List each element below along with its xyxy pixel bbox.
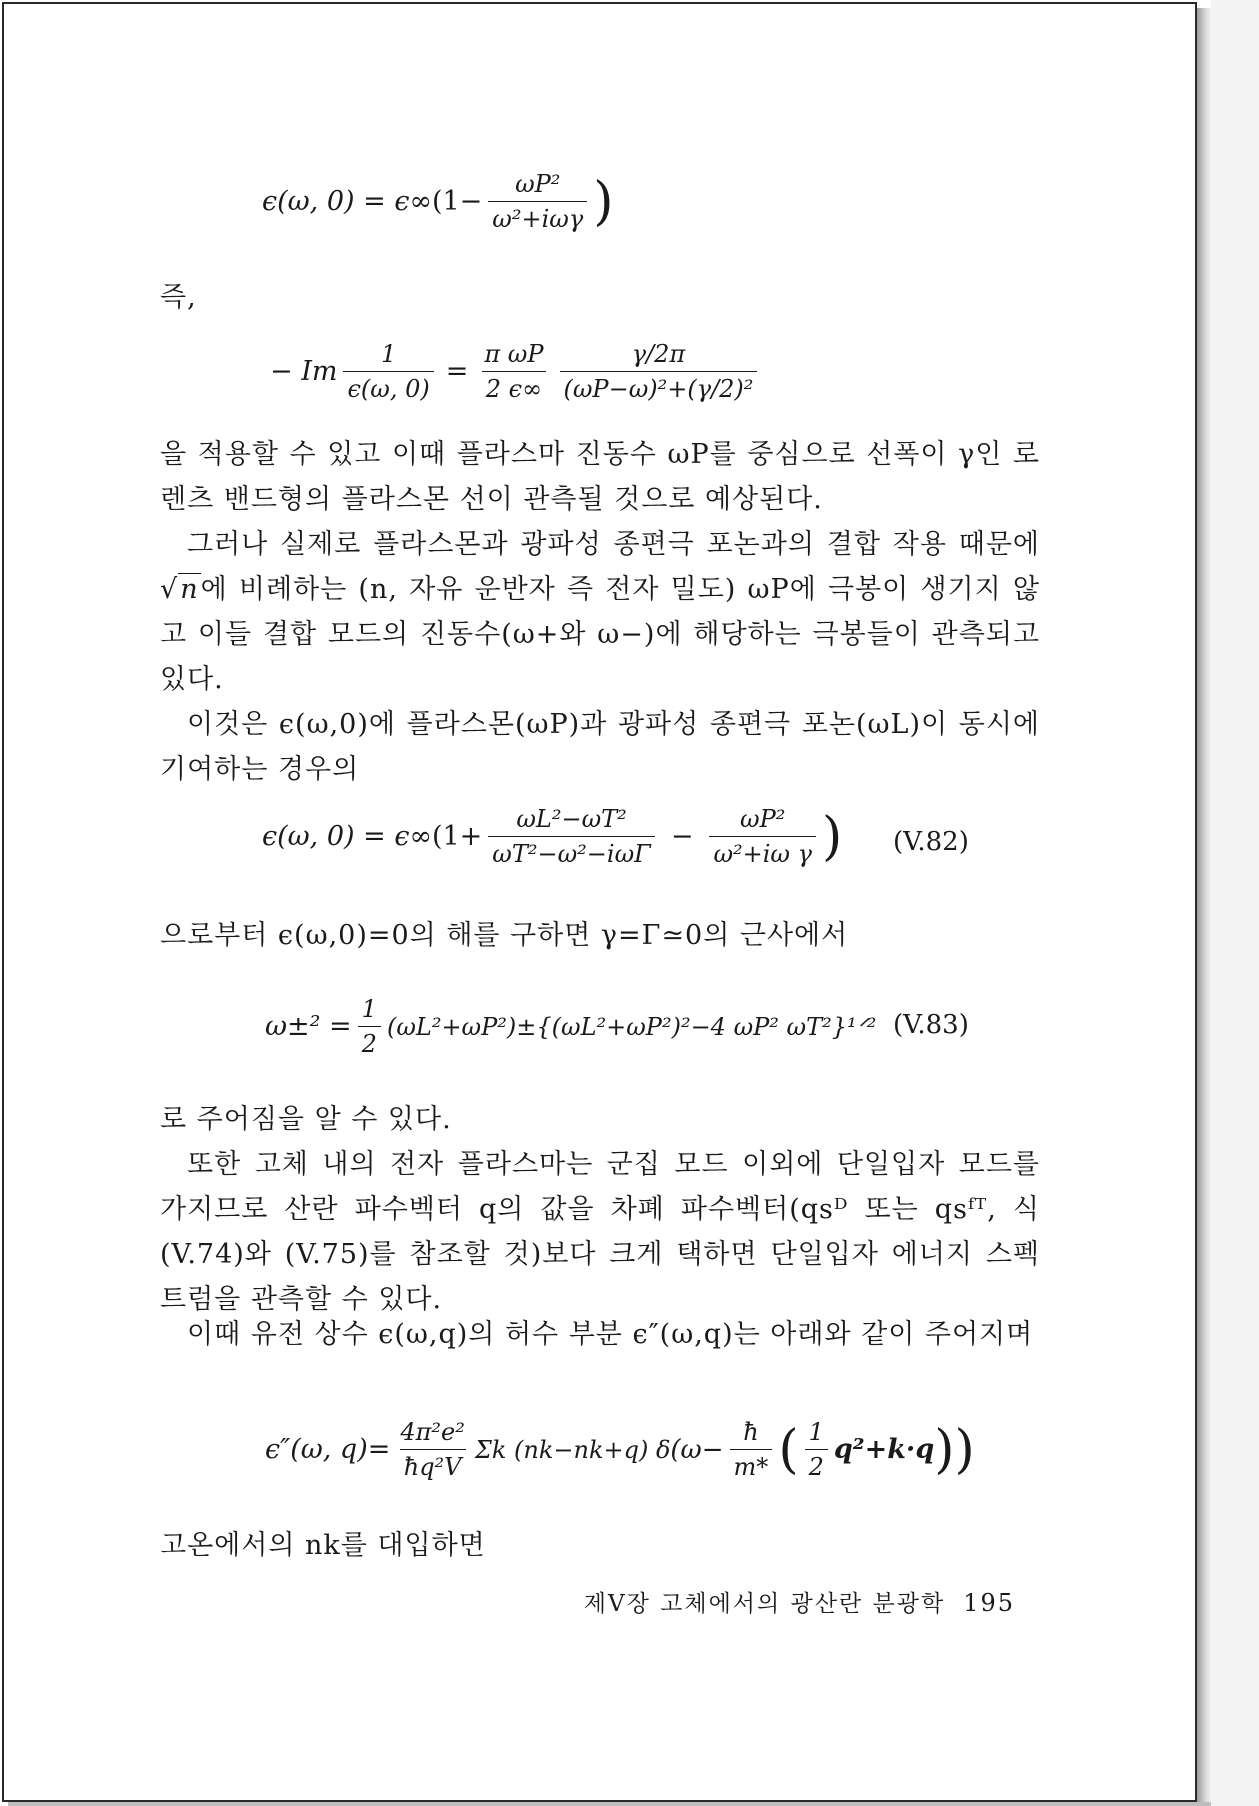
eq4-num: 1 — [361, 995, 377, 1023]
eq5-fraction-2 — [730, 1418, 773, 1481]
paragraph-contribution: 이것은 ϵ(ω,0)에 플라스몬(ωP)과 광파성 종편극 포논(ωL)이 동시에 기여하는 경우의 — [160, 709, 1040, 785]
paragraph-imaginary-part: 이때 유전 상수 ϵ(ω,q)의 허수 부분 ϵ″(ω,q)는 아래와 같이 주어지며 — [187, 1319, 1034, 1350]
sqrt-symbol: √ — [160, 574, 179, 605]
eq2-fraction-1 — [343, 340, 433, 403]
eq2-num3: γ/2π — [631, 340, 686, 368]
eq3-num1: ωL²−ωT² — [516, 805, 627, 833]
eq3-den2: ω²+iω γ — [709, 836, 816, 868]
eq1-close: ) — [593, 171, 614, 232]
eq5-num3: 1 — [808, 1418, 824, 1446]
eq3-lhs: ϵ(ω, 0) = ϵ∞ — [262, 821, 432, 852]
eq5-tail: q²+k·q — [833, 1434, 935, 1465]
page-edge-shadow — [1197, 8, 1211, 1804]
eq3-den1: ωT²−ω²−iωΓ — [488, 836, 655, 868]
equation-loss-function — [270, 340, 763, 403]
eq5-num: 4π²e² — [400, 1418, 465, 1446]
paragraph-high-temperature: 고온에서의 nk를 대입하면 — [160, 1530, 486, 1561]
paragraph-lorentz: 을 적용할 수 있고 이때 플라스마 진동수 ωP를 중심으로 선폭이 γ인 로렌츠 밴드형의 플라스몬 선이 관측될 것으로 예상된다. — [160, 439, 1040, 515]
eq3-close: ) — [821, 806, 843, 867]
eq4-rhs: (ωL²+ωP²)±{(ωL²+ωP²)²−4 ωP² ωT²}¹ᐟ² — [386, 1012, 877, 1041]
text-jeuk — [160, 275, 1040, 320]
equation-imaginary-dielectric — [265, 1418, 975, 1481]
chapter-title: 제V장 고체에서의 광산란 분광학 — [583, 1591, 946, 1617]
sqrt-n: n — [180, 574, 199, 605]
eq3-open: (1+ — [431, 821, 483, 852]
eq3-minus: − — [670, 821, 694, 852]
paragraph-single-particle: 또한 고체 내의 전자 플라스마는 군집 모드 이외에 단일입자 모드를 가지므로 산란 파수벡터 q의 값을 차폐 파수벡터(qsᴰ 또는 qsᶠᵀ, 식 (V.74)와 (V.75)를 참조할 것)보다 크게 택하면 단일입자 에너지 스펙트럼을 관측할 수 있다. — [160, 1149, 1040, 1315]
running-footer — [545, 1585, 1015, 1618]
page-bottom-shadow — [8, 1802, 1211, 1806]
eq1-fraction — [488, 170, 587, 233]
eq5-lhs: ϵ″(ω, q)= — [265, 1434, 391, 1465]
eq5-fraction-1 — [396, 1418, 469, 1481]
viewer-gutter — [1211, 0, 1259, 1806]
eq5-fraction-3 — [805, 1418, 828, 1481]
coupling-text-a: 그러나 실제로 플라스몬과 광파성 종편극 포논과의 결합 작용 때문에 — [187, 529, 1040, 560]
paragraph-coupling — [160, 522, 1040, 702]
eq4-fraction — [358, 995, 381, 1058]
eq1-open: (1− — [431, 186, 483, 217]
equation-number-v83: (V.83) — [893, 1010, 969, 1040]
eq2-fraction-3 — [560, 340, 758, 403]
eq3-fraction-2 — [709, 805, 816, 868]
eq4-den: 2 — [358, 1026, 381, 1058]
eq1-denominator: ω²+iωγ — [488, 201, 587, 233]
eq2-num1: 1 — [380, 340, 397, 368]
eq5-den: ħq²V — [400, 1449, 466, 1481]
eq5-den2: m* — [730, 1449, 773, 1481]
eq2-equals: = — [445, 356, 469, 387]
coupling-text-b: 에 비례하는 (n, 자유 운반자 즉 전자 밀도) ωP에 극봉이 생기지 않고 이들 결합 모드의 진동수(ω+와 ω−)에 해당하는 극봉들이 관측되고 있다. — [160, 574, 1040, 695]
eq2-num2: π ωP — [484, 340, 544, 368]
eq5-sum: Σk (nk−nk+q) δ — [474, 1435, 671, 1464]
equation-v82 — [262, 805, 842, 868]
eq2-den1: ϵ(ω, 0) — [343, 371, 433, 403]
eq5-den3: 2 — [805, 1449, 828, 1481]
equation-v83 — [265, 995, 876, 1058]
eq2-lhs: − Im — [270, 356, 338, 387]
equation-number-v82: (V.82) — [893, 827, 969, 857]
eq5-open2: ( — [778, 1419, 799, 1480]
equation-dielectric-plasma — [262, 170, 613, 233]
eq3-num2: ωP² — [740, 805, 786, 833]
eq1-numerator: ωP² — [515, 170, 561, 198]
eq4-lhs: ω±² = — [265, 1011, 352, 1042]
paragraph-solution: 으로부터 ϵ(ω,0)=0의 해를 구하면 γ=Γ≃0의 근사에서 — [160, 920, 849, 951]
eq5-close: )) — [934, 1419, 975, 1480]
eq3-fraction-1 — [488, 805, 655, 868]
eq5-open: (ω− — [670, 1434, 724, 1465]
eq1-lhs: ϵ(ω, 0) = ϵ∞ — [262, 186, 432, 217]
eq2-den3: (ωP−ω)²+(γ/2)² — [560, 371, 758, 403]
page-number: 195 — [963, 1589, 1015, 1617]
jeuk-label: 즉, — [160, 282, 197, 313]
eq2-fraction-2 — [480, 340, 547, 403]
eq5-num2: ħ — [743, 1418, 759, 1446]
eq2-den2: 2 ϵ∞ — [482, 371, 546, 403]
paragraph-given: 로 주어짐을 알 수 있다. — [160, 1104, 452, 1135]
